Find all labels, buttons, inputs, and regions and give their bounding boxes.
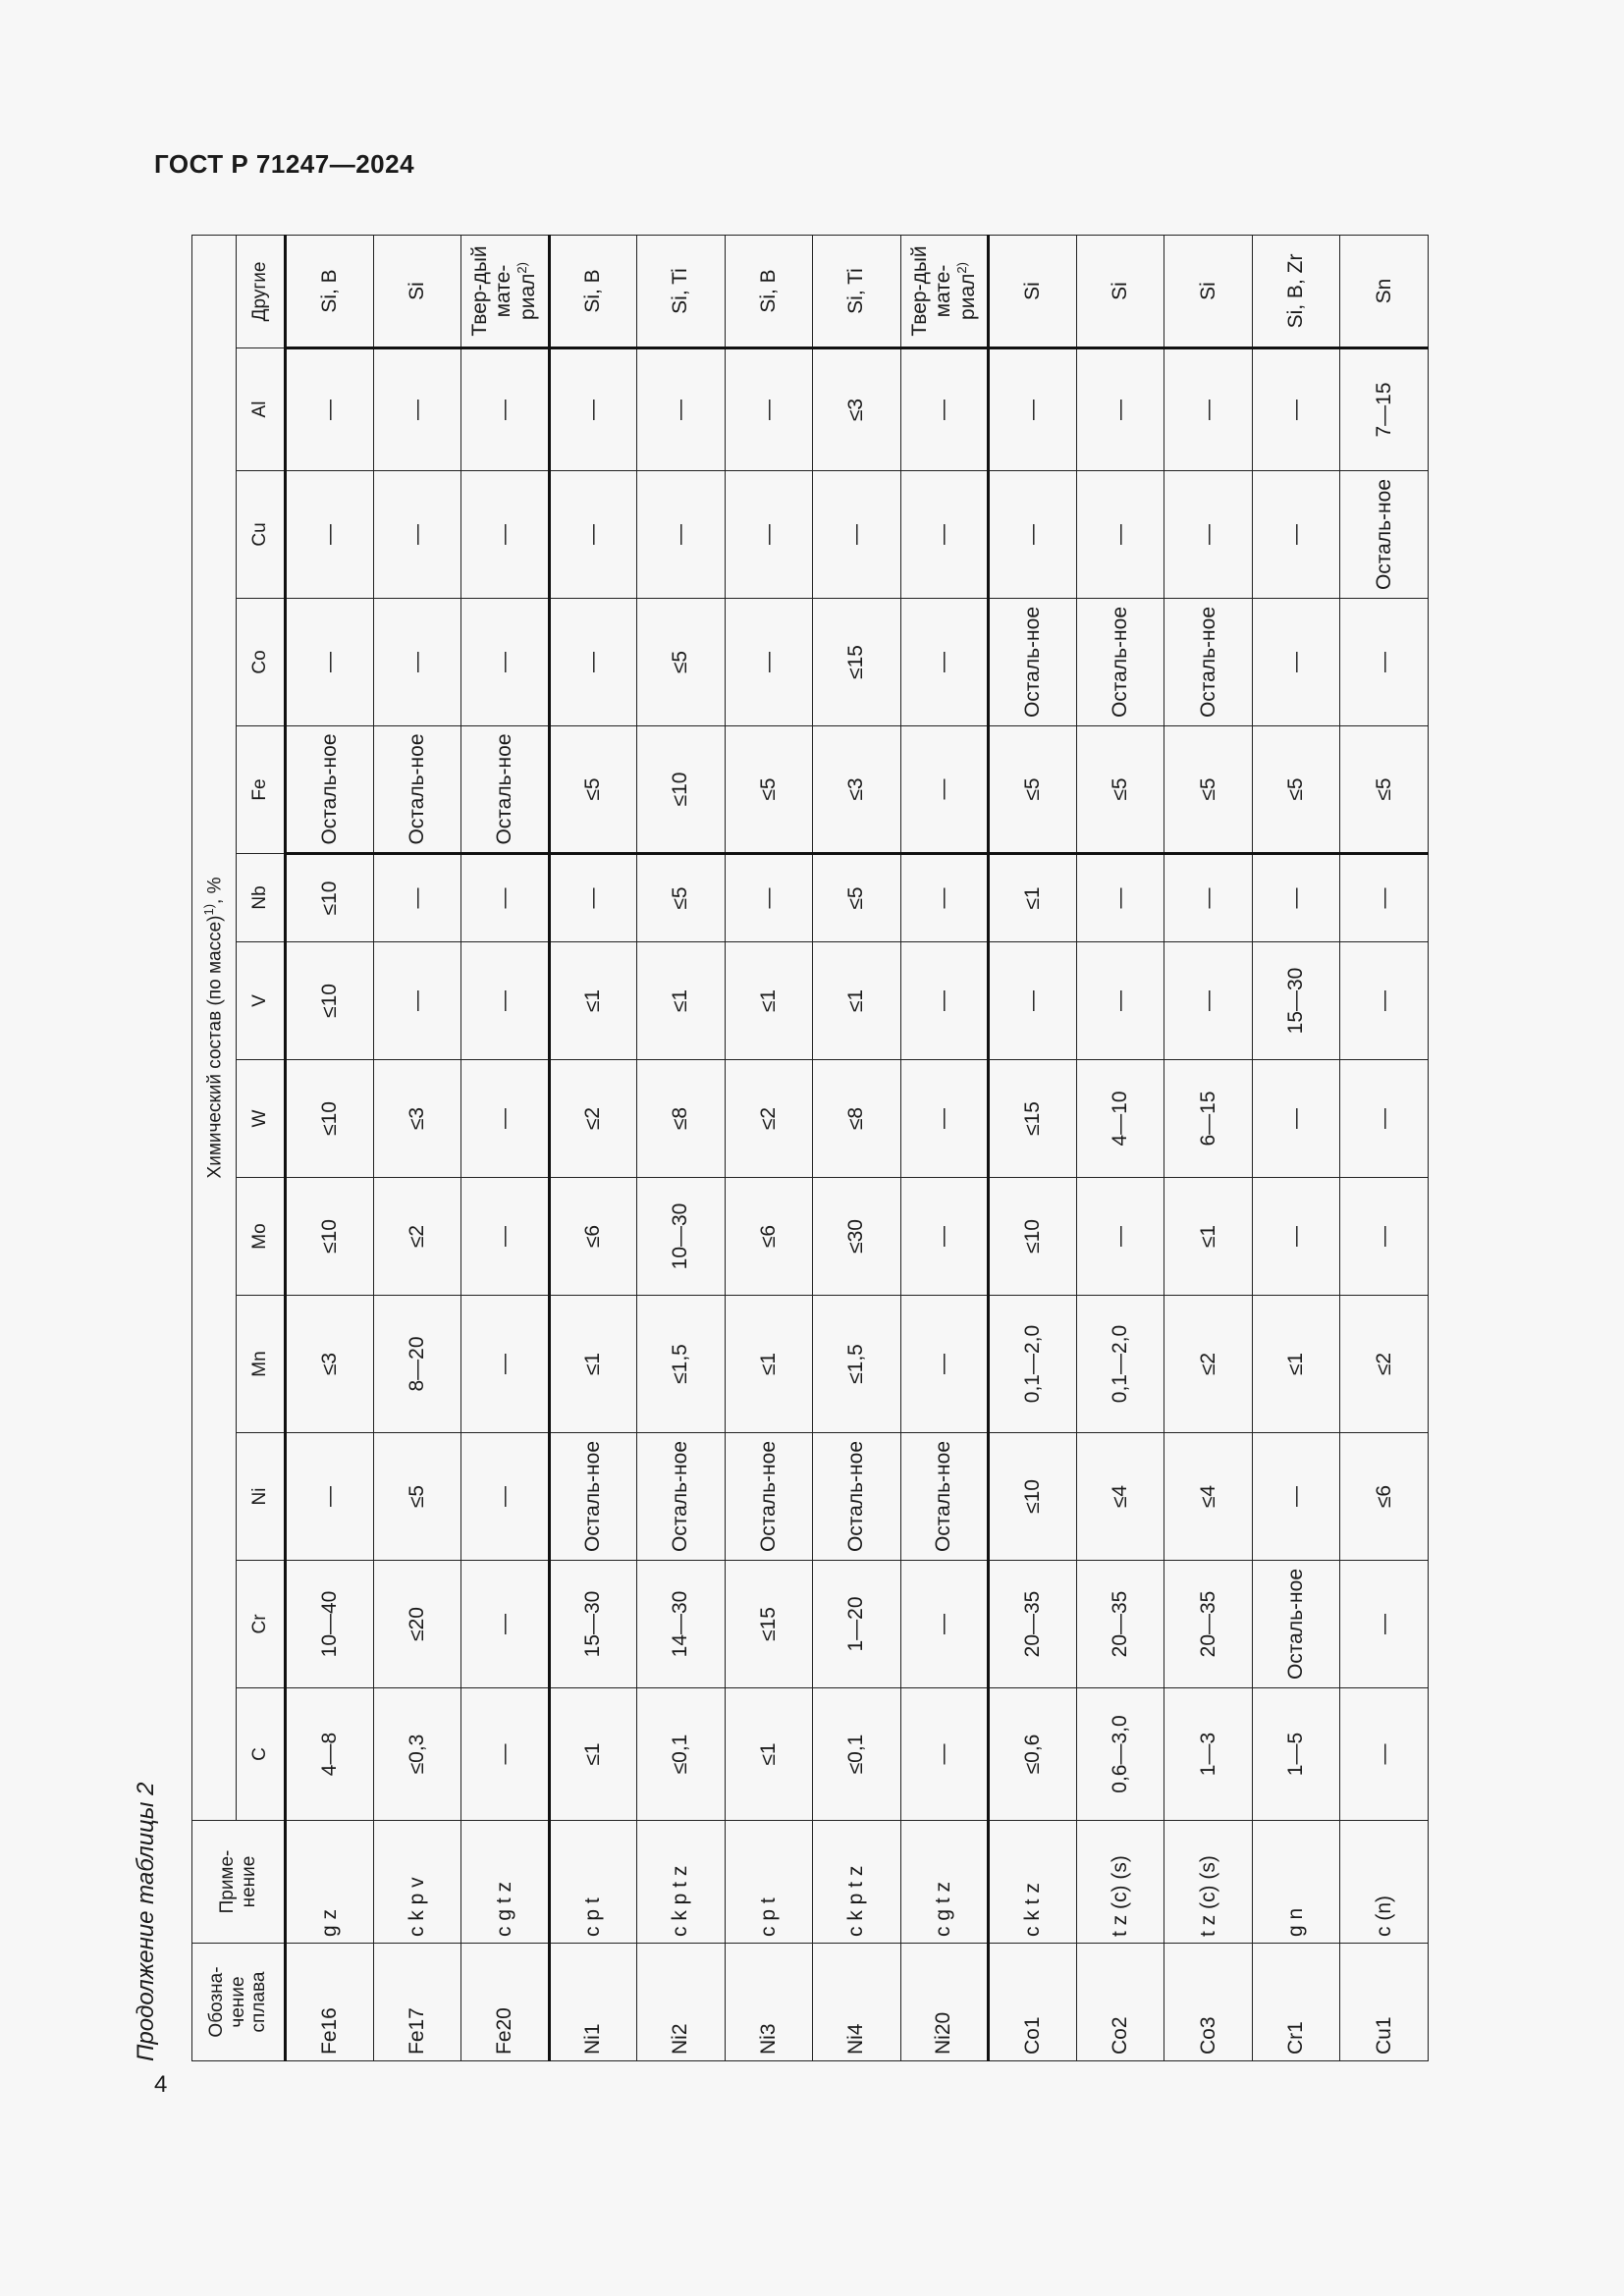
alloy-cell: Ni2: [637, 1944, 726, 2061]
cell-fe: ≤10: [637, 726, 726, 854]
cell-mn: ≤1,5: [813, 1296, 901, 1433]
cell-fe: Осталь-ное: [286, 726, 374, 854]
table-row: [286, 235, 374, 2060]
cell-al: 7—15: [1340, 348, 1429, 471]
cell-cr: —: [1340, 1561, 1429, 1688]
table-row: [461, 235, 550, 2060]
cell-v: —: [1164, 942, 1253, 1060]
cell-co: —: [461, 599, 550, 726]
cell-al: —: [1164, 348, 1253, 471]
cell-al: ≤3: [813, 348, 901, 471]
cell-co: —: [725, 599, 813, 726]
application-cell: c k p t z: [637, 1821, 726, 1944]
alloy-cell: Fe16: [286, 1944, 374, 2061]
cell-mo: —: [900, 1178, 989, 1296]
cell-v: ≤1: [725, 942, 813, 1060]
table-row: [813, 235, 901, 2060]
cell-cu: —: [1252, 471, 1340, 599]
cell-cu: —: [1076, 471, 1164, 599]
cell-mn: 0,1—2,0: [989, 1296, 1077, 1433]
cell-co: —: [549, 599, 637, 726]
cell-co: Осталь-ное: [1164, 599, 1253, 726]
table-row: [1340, 235, 1429, 2060]
cell-other: Si: [373, 235, 461, 347]
cell-other: Si, B, Zr: [1252, 235, 1340, 347]
cell-co: —: [286, 599, 374, 726]
cell-cr: 20—35: [1076, 1561, 1164, 1688]
cell-v: —: [989, 942, 1077, 1060]
cell-w: 4—10: [1076, 1060, 1164, 1178]
document-header: ГОСТ Р 71247—2024: [154, 149, 415, 179]
cell-ni: ≤4: [1076, 1433, 1164, 1561]
col-application-header: Приме-нение: [192, 1821, 286, 1944]
cell-ni: Осталь-ное: [900, 1433, 989, 1561]
cell-cr: —: [461, 1561, 550, 1688]
cell-c: ≤1: [725, 1688, 813, 1821]
cell-w: ≤8: [813, 1060, 901, 1178]
cell-w: ≤2: [725, 1060, 813, 1178]
cell-fe: ≤5: [989, 726, 1077, 854]
cell-ni: ≤6: [1340, 1433, 1429, 1561]
element-header-mo: Mo: [237, 1178, 286, 1296]
application-cell: c k t z: [989, 1821, 1077, 1944]
table-row: [373, 235, 461, 2060]
cell-fe: ≤5: [549, 726, 637, 854]
alloy-cell: Co3: [1164, 1944, 1253, 2061]
cell-other: Si, Ti: [813, 235, 901, 347]
cell-fe: Осталь-ное: [373, 726, 461, 854]
cell-al: —: [286, 348, 374, 471]
element-header-v: V: [237, 942, 286, 1060]
cell-cu: —: [286, 471, 374, 599]
application-cell: c g t z: [461, 1821, 550, 1944]
cell-mo: ≤1: [1164, 1178, 1253, 1296]
cell-al: —: [549, 348, 637, 471]
cell-mn: ≤1: [549, 1296, 637, 1433]
cell-co: Осталь-ное: [1076, 599, 1164, 726]
cell-nb: ≤5: [637, 854, 726, 942]
application-cell: t z (c) (s): [1076, 1821, 1164, 1944]
cell-mo: —: [1252, 1178, 1340, 1296]
cell-ni: ≤10: [989, 1433, 1077, 1561]
element-header-mn: Mn: [237, 1296, 286, 1433]
application-cell: g z: [286, 1821, 374, 1944]
cell-ni: —: [461, 1433, 550, 1561]
table-row: [1252, 235, 1340, 2060]
application-cell: c k p v: [373, 1821, 461, 1944]
cell-ni: —: [286, 1433, 374, 1561]
cell-c: ≤0,1: [813, 1688, 901, 1821]
cell-w: —: [1252, 1060, 1340, 1178]
cell-w: ≤3: [373, 1060, 461, 1178]
cell-mn: —: [900, 1296, 989, 1433]
element-header-other: Другие: [237, 235, 286, 347]
cell-mn: ≤3: [286, 1296, 374, 1433]
cell-fe: ≤5: [1252, 726, 1340, 854]
cell-fe: ≤5: [725, 726, 813, 854]
cell-c: —: [1340, 1688, 1429, 1821]
alloy-cell: Ni3: [725, 1944, 813, 2061]
cell-other: Si: [989, 235, 1077, 347]
cell-mo: ≤30: [813, 1178, 901, 1296]
cell-v: —: [1076, 942, 1164, 1060]
cell-other: Si, B: [549, 235, 637, 347]
cell-cu: —: [373, 471, 461, 599]
cell-ni: —: [1252, 1433, 1340, 1561]
alloy-cell: Fe20: [461, 1944, 550, 2061]
cell-co: ≤15: [813, 599, 901, 726]
cell-nb: —: [1252, 854, 1340, 942]
element-header-nb: Nb: [237, 854, 286, 942]
cell-co: —: [1252, 599, 1340, 726]
cell-other: Si, B: [286, 235, 374, 347]
cell-c: ≤0,1: [637, 1688, 726, 1821]
cell-w: 6—15: [1164, 1060, 1253, 1178]
table-row: [549, 235, 637, 2060]
element-header-c: C: [237, 1688, 286, 1821]
cell-ni: Осталь-ное: [637, 1433, 726, 1561]
cell-cr: 14—30: [637, 1561, 726, 1688]
element-header-cr: Cr: [237, 1561, 286, 1688]
alloy-cell: Ni4: [813, 1944, 901, 2061]
cell-al: —: [1252, 348, 1340, 471]
element-header-row: [237, 235, 286, 2060]
cell-fe: —: [900, 726, 989, 854]
application-cell: c (n): [1340, 1821, 1429, 1944]
cell-other: Твер-дый мате-риал$^{2)}$: [461, 235, 550, 347]
cell-ni: ≤5: [373, 1433, 461, 1561]
alloy-cell: Fe17: [373, 1944, 461, 2061]
alloy-cell: Co2: [1076, 1944, 1164, 2061]
cell-cu: —: [989, 471, 1077, 599]
cell-c: 0,6—3,0: [1076, 1688, 1164, 1821]
cell-mn: ≤1: [1252, 1296, 1340, 1433]
application-cell: g n: [1252, 1821, 1340, 1944]
application-cell: c k p t z: [813, 1821, 901, 1944]
cell-mo: ≤2: [373, 1178, 461, 1296]
cell-v: —: [461, 942, 550, 1060]
cell-v: ≤1: [637, 942, 726, 1060]
cell-v: 15—30: [1252, 942, 1340, 1060]
alloy-cell: Ni1: [549, 1944, 637, 2061]
cell-mn: —: [461, 1296, 550, 1433]
table-row: [725, 235, 813, 2060]
element-header-ni: Ni: [237, 1433, 286, 1561]
cell-nb: —: [373, 854, 461, 942]
cell-cu: —: [549, 471, 637, 599]
cell-co: —: [900, 599, 989, 726]
cell-fe: ≤5: [1340, 726, 1429, 854]
cell-al: —: [989, 348, 1077, 471]
alloy-cell: Cu1: [1340, 1944, 1429, 2061]
cell-c: ≤0,3: [373, 1688, 461, 1821]
cell-fe: Осталь-ное: [461, 726, 550, 854]
application-cell: c p t: [549, 1821, 637, 1944]
cell-nb: —: [1340, 854, 1429, 942]
cell-c: 1—3: [1164, 1688, 1253, 1821]
cell-w: —: [900, 1060, 989, 1178]
table-row: [989, 235, 1077, 2060]
cell-mo: ≤6: [549, 1178, 637, 1296]
cell-c: —: [461, 1688, 550, 1821]
cell-c: 4—8: [286, 1688, 374, 1821]
cell-cu: —: [813, 471, 901, 599]
cell-v: ≤1: [813, 942, 901, 1060]
table-row: [900, 235, 989, 2060]
cell-cr: 20—35: [989, 1561, 1077, 1688]
cell-cu: —: [1164, 471, 1253, 599]
alloy-cell: Cr1: [1252, 1944, 1340, 2061]
cell-w: —: [1340, 1060, 1429, 1178]
cell-cr: 1—20: [813, 1561, 901, 1688]
cell-al: —: [1076, 348, 1164, 471]
cell-cu: Осталь-ное: [1340, 471, 1429, 599]
cell-w: ≤2: [549, 1060, 637, 1178]
cell-mo: —: [1340, 1178, 1429, 1296]
table-row: [1076, 235, 1164, 2060]
cell-nb: —: [725, 854, 813, 942]
cell-mn: 0,1—2,0: [1076, 1296, 1164, 1433]
cell-co: ≤5: [637, 599, 726, 726]
cell-cr: 15—30: [549, 1561, 637, 1688]
cell-mn: ≤1,5: [637, 1296, 726, 1433]
cell-fe: ≤5: [1076, 726, 1164, 854]
cell-cu: —: [461, 471, 550, 599]
cell-al: —: [725, 348, 813, 471]
cell-nb: —: [900, 854, 989, 942]
cell-cu: —: [725, 471, 813, 599]
table-row: [1164, 235, 1253, 2060]
cell-mn: 8—20: [373, 1296, 461, 1433]
application-cell: t z (c) (s): [1164, 1821, 1253, 1944]
application-cell: c g t z: [900, 1821, 989, 1944]
cell-fe: ≤5: [1164, 726, 1253, 854]
cell-c: —: [900, 1688, 989, 1821]
cell-al: —: [461, 348, 550, 471]
cell-cr: Осталь-ное: [1252, 1561, 1340, 1688]
cell-mo: ≤6: [725, 1178, 813, 1296]
cell-mo: 10—30: [637, 1178, 726, 1296]
cell-mn: ≤2: [1340, 1296, 1429, 1433]
alloy-cell: Ni20: [900, 1944, 989, 2061]
cell-mo: —: [1076, 1178, 1164, 1296]
cell-v: —: [1340, 942, 1429, 1060]
cell-ni: Осталь-ное: [813, 1433, 901, 1561]
cell-nb: —: [1076, 854, 1164, 942]
cell-ni: Осталь-ное: [549, 1433, 637, 1561]
element-header-co: Co: [237, 599, 286, 726]
cell-mo: ≤10: [989, 1178, 1077, 1296]
cell-c: ≤0,6: [989, 1688, 1077, 1821]
cell-co: —: [373, 599, 461, 726]
cell-al: —: [900, 348, 989, 471]
rotated-table-block: [133, 236, 1429, 2061]
cell-cr: —: [900, 1561, 989, 1688]
cell-cu: —: [637, 471, 726, 599]
alloy-cell: Co1: [989, 1944, 1077, 2061]
cell-v: —: [900, 942, 989, 1060]
cell-nb: ≤5: [813, 854, 901, 942]
cell-v: —: [373, 942, 461, 1060]
cell-w: ≤8: [637, 1060, 726, 1178]
cell-other: Si: [1164, 235, 1253, 347]
element-header-w: W: [237, 1060, 286, 1178]
cell-ni: Осталь-ное: [725, 1433, 813, 1561]
cell-cu: —: [900, 471, 989, 599]
cell-nb: ≤1: [989, 854, 1077, 942]
cell-nb: —: [549, 854, 637, 942]
cell-other: Si, B: [725, 235, 813, 347]
cell-ni: ≤4: [1164, 1433, 1253, 1561]
cell-w: —: [461, 1060, 550, 1178]
cell-mn: ≤2: [1164, 1296, 1253, 1433]
cell-cr: 20—35: [1164, 1561, 1253, 1688]
cell-other: Твер-дый мате-риал$^{2)}$: [900, 235, 989, 347]
cell-co: Осталь-ное: [989, 599, 1077, 726]
element-header-fe: Fe: [237, 726, 286, 854]
cell-fe: ≤3: [813, 726, 901, 854]
cell-mo: —: [461, 1178, 550, 1296]
cell-co: —: [1340, 599, 1429, 726]
element-header-cu: Cu: [237, 471, 286, 599]
cell-al: —: [373, 348, 461, 471]
table-caption: Продолжение таблицы 2: [133, 1782, 159, 2061]
cell-other: Sn: [1340, 235, 1429, 347]
cell-mn: ≤1: [725, 1296, 813, 1433]
page-number: 4: [154, 2071, 168, 2098]
cell-nb: —: [461, 854, 550, 942]
cell-v: ≤1: [549, 942, 637, 1060]
element-header-al: Al: [237, 348, 286, 471]
cell-cr: 10—40: [286, 1561, 374, 1688]
composition-group-header: Химический состав (по массе)$^{1)}$, %: [192, 235, 237, 1820]
composition-table: [191, 235, 1429, 2061]
table-row: [637, 235, 726, 2060]
col-alloy-header: Обозна-чение сплава: [192, 1944, 286, 2061]
cell-other: Si: [1076, 235, 1164, 347]
table-body: [286, 235, 1429, 2060]
cell-c: 1—5: [1252, 1688, 1340, 1821]
cell-v: ≤10: [286, 942, 374, 1060]
cell-nb: —: [1164, 854, 1253, 942]
cell-mo: ≤10: [286, 1178, 374, 1296]
cell-w: ≤10: [286, 1060, 374, 1178]
cell-cr: ≤15: [725, 1561, 813, 1688]
cell-al: —: [637, 348, 726, 471]
cell-cr: ≤20: [373, 1561, 461, 1688]
cell-other: Si, Ti: [637, 235, 726, 347]
cell-c: ≤1: [549, 1688, 637, 1821]
application-cell: c p t: [725, 1821, 813, 1944]
cell-w: ≤15: [989, 1060, 1077, 1178]
cell-nb: ≤10: [286, 854, 374, 942]
